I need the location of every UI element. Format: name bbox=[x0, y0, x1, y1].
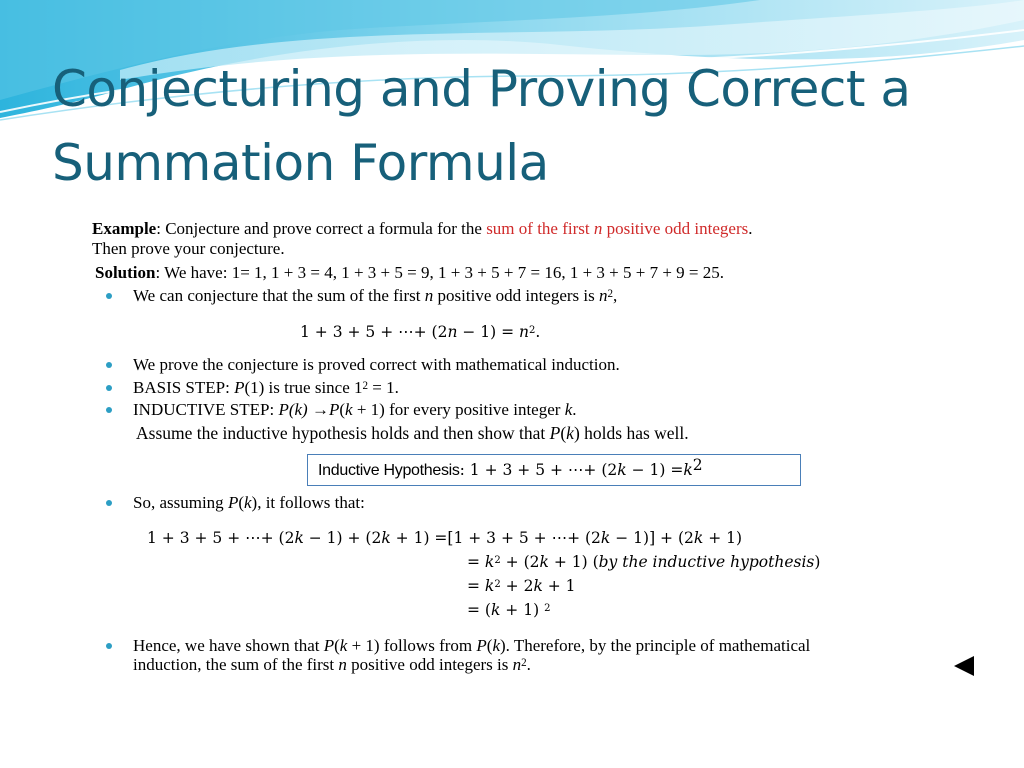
bullet-icon bbox=[106, 643, 112, 649]
bullet-induction: We prove the conjecture is proved correct with mathematical induction. bbox=[133, 355, 620, 374]
triangle-left-icon[interactable] bbox=[954, 656, 974, 676]
inductive-hypothesis-text: Inductive Hypothesis: 1 + 3 + 5 + ⋯+ $(2k - 1) =k^2$ bbox=[318, 455, 703, 479]
example-label: Example bbox=[92, 219, 157, 238]
derivation-line-4: = (k + 1) $^2$ bbox=[467, 601, 551, 619]
derivation-line-1: 1 + 3 + 5 + ⋯+ (2k − 1) + (2k + 1) =[1 + 3 + 5 + ⋯+ (2k − 1)] + (2k + 1) bbox=[147, 529, 743, 547]
bullet-conclusion-line-2: induction, the sum of the first n positive odd integers is $n^2$. bbox=[133, 655, 531, 674]
bullet-inductive-step: INDUCTIVE STEP: P(k) →P(k + 1) for every positive integer k. bbox=[133, 400, 577, 419]
example-highlight: sum of the first n positive odd integers bbox=[486, 219, 749, 238]
example-text: : Conjecture and prove correct a formula for the bbox=[156, 219, 487, 238]
bullet-basis-step: BASIS STEP: P(1) is true since $1^2 = 1$. bbox=[133, 378, 399, 397]
bullet-icon bbox=[106, 362, 112, 368]
bullet-conclusion: Hence, we have shown that P(k + 1) follows from P(k). Therefore, by the principle of mathematical bbox=[133, 636, 811, 655]
bullet-icon bbox=[106, 500, 112, 506]
derivation-line-2: = $k^2 + (2k + 1)$ (by the inductive hypothesis) bbox=[467, 553, 821, 571]
solution-label: Solution bbox=[95, 263, 156, 282]
example-line-2: Then prove your conjecture. bbox=[92, 239, 285, 258]
bullet-assuming: So, assuming P(k), it follows that: bbox=[133, 493, 365, 512]
slide-title-line-2: Summation Formula bbox=[52, 134, 549, 192]
solution-line bbox=[95, 263, 724, 283]
inductive-hypothesis-label: Inductive Hypothesis bbox=[318, 462, 460, 479]
bullet-icon bbox=[106, 385, 112, 391]
derivation-line-3: = $k^2 + 2k + 1$ bbox=[467, 577, 576, 595]
bullet-conjecture: We can conjecture that the sum of the first n positive odd integers is $n^2$, bbox=[133, 286, 618, 305]
solution-text: : We have: 1= 1, 1 + 3 = 4, 1 + 3 + 5 = 9, 1 + 3 + 5 + 7 = 16, 1 + 3 + 5 + 7 + 9 = 25. bbox=[155, 263, 725, 282]
assume-hypothesis-line: Assume the inductive hypothesis holds and then show that P(k) holds has well. bbox=[136, 423, 689, 443]
conjecture-formula: 1 + 3 + 5 + ⋯+ $(2n - 1) = n^2$. bbox=[300, 323, 541, 341]
example-line: Example: Conjecture and prove correct a formula for the sum of the first n positive odd integers. bbox=[92, 219, 753, 238]
bullet-icon bbox=[106, 293, 112, 299]
slide-title bbox=[52, 52, 1002, 200]
slide-title-line-1: Conjecturing and Proving Correct a bbox=[52, 60, 911, 118]
bullet-icon bbox=[106, 407, 112, 413]
